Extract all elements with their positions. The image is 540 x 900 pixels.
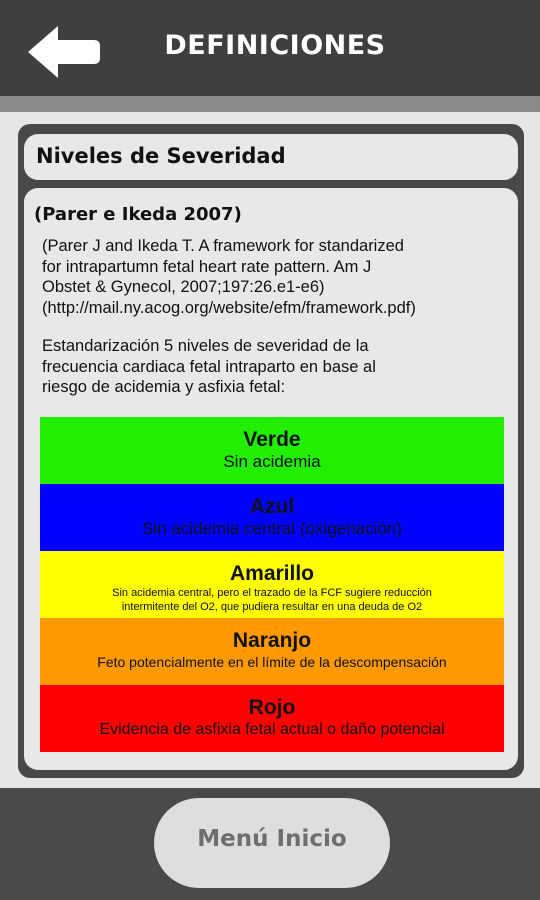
back-button[interactable]: [24, 22, 104, 82]
header-divider: [0, 96, 540, 112]
level-description-line: intermitente del O2, que pudiera resultar en una deuda de O2: [121, 601, 423, 613]
definition-text-box[interactable]: [24, 188, 518, 770]
level-description: Sin acidemia: [223, 452, 321, 471]
reference-line: Obstet & Gynecol, 2007;197:26.e1-e6): [42, 278, 325, 296]
description-line: frecuencia cardiaca fetal intraparto en base al: [42, 357, 376, 376]
reference-text: [42, 236, 512, 318]
level-name: Rojo: [248, 696, 296, 719]
description-text: [42, 336, 512, 398]
level-name: Azul: [249, 495, 295, 518]
menu-inicio-button[interactable]: [154, 798, 390, 888]
description-line: Estandarización 5 niveles de severidad de la: [42, 337, 369, 355]
severity-levels: [40, 417, 504, 752]
section-title: Niveles de Severidad: [36, 144, 286, 168]
level-amarillo: [40, 551, 504, 618]
level-description: Sin acidemia central (oxigenación): [142, 519, 402, 538]
section-title-box: [24, 134, 518, 180]
menu-inicio-label: Menú Inicio: [197, 826, 347, 852]
source-heading: (Parer e Ikeda 2007): [34, 204, 242, 225]
reference-line: for intrapartumn fetal heart rate pattern. Am J: [42, 257, 372, 276]
reference-line: (Parer J and Ikeda T. A framework for standarized: [42, 237, 404, 255]
level-verde: [40, 417, 504, 484]
page-title: DEFINICIONES: [164, 30, 386, 61]
level-naranjo: [40, 618, 504, 685]
level-description: Feto potencialmente en el límite de la descompensación: [97, 654, 447, 670]
level-description-line: Sin acidemia central, pero el trazado de la FCF sugiere reducción: [112, 587, 432, 599]
level-description: Evidencia de asfixia fetal actual o daño potencial: [99, 721, 445, 738]
back-arrow-icon: [24, 22, 104, 82]
level-name: Naranjo: [232, 629, 312, 652]
level-name: Verde: [243, 428, 301, 451]
app-header: [0, 0, 540, 96]
level-rojo: [40, 685, 504, 752]
reference-link[interactable]: (http://mail.ny.acog.org/website/efm/framework.pdf): [42, 298, 416, 317]
description-line: riesgo de acidemia y asfixia fetal:: [42, 378, 286, 396]
level-name: Amarillo: [229, 562, 315, 585]
level-azul: [40, 484, 504, 551]
